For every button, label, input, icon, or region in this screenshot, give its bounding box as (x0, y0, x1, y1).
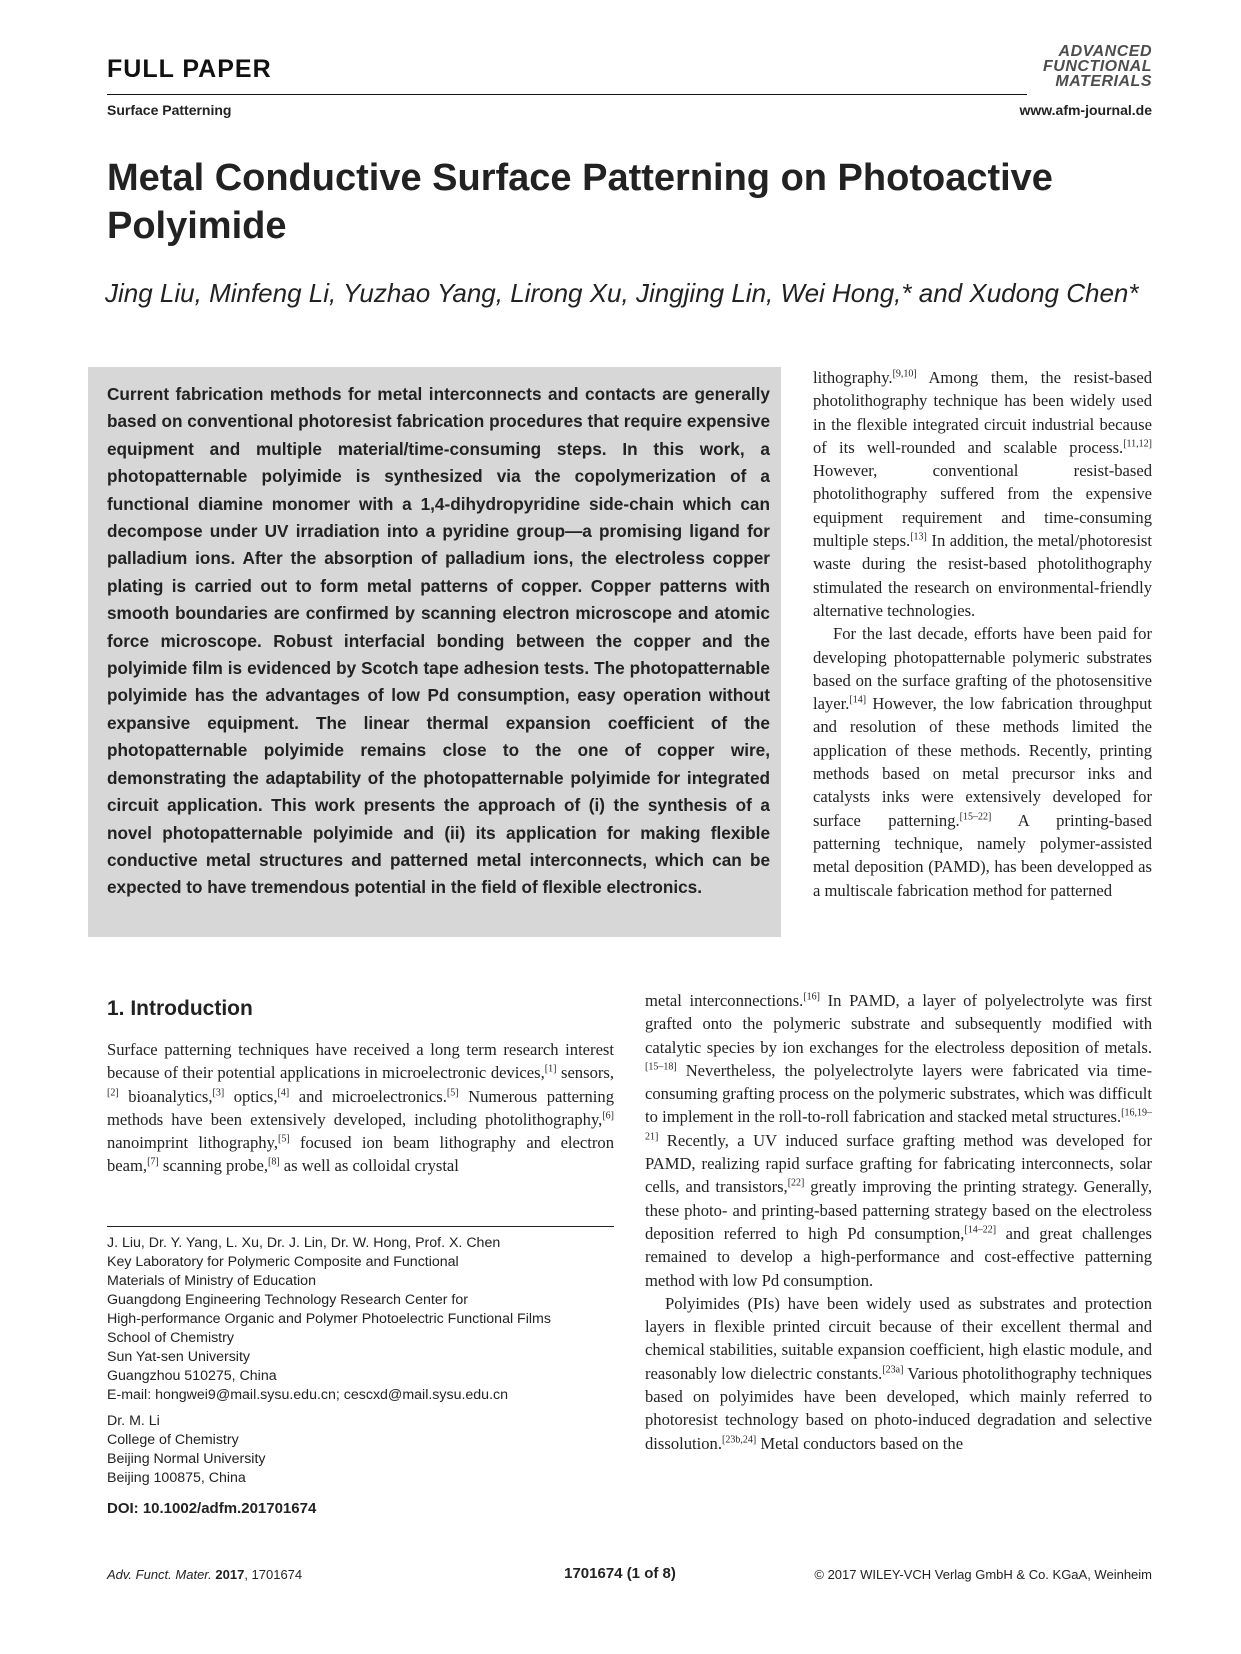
affiliation-line: Sun Yat-sen University (107, 1349, 250, 1365)
journal-logo (1020, 44, 1152, 89)
footer-year: 2017 (215, 1567, 245, 1582)
citation-ref[interactable]: [14–22] (964, 1224, 997, 1236)
citation-ref[interactable]: [2] (107, 1087, 119, 1099)
paragraph: metal interconnections.[16] In PAMD, a layer of polyelectrolyte was first grafted onto the polymeric substrate and subsequently modified with catalytic species by ion exchanges for the electroless deposition of metals.[15–18] Nevertheless, the polyelectrolyte layers were fabricated via time-consuming grafting process on the polymeric substrates, which was difficult to implement in the roll-to-roll fabrication and stacked metal structures.[16,19–21] Recently, a UV induced surface grafting method was developed for PAMD, realizing rapid surface grafting for fabricating interconnects, solar cells, and transistors,[22] greatly improving the printing strategy. Generally, these photo- and printing-based patterning strategy based on the electroless deposition referred to high Pd consumption,[14–22] and great challenges remained to develop a high-performance and cost-effective patterning method with low Pd consumption. (645, 991, 1152, 1290)
affiliation-line: Beijing Normal University (107, 1451, 266, 1467)
affiliation-line: Key Laboratory for Polymeric Composite and Functional (107, 1254, 459, 1270)
citation-ref[interactable]: [16,19–21] (645, 1107, 1152, 1143)
citation-ref[interactable]: [15–22] (959, 811, 992, 823)
page-number: 1701674 (1 of 8) (564, 1565, 676, 1582)
footer-journal: Adv. Funct. Mater. (107, 1567, 212, 1582)
footer-copyright: © 2017 WILEY-VCH Verlag GmbH & Co. KGaA, Weinheim (814, 1567, 1152, 1582)
affiliation-email[interactable]: E-mail: hongwei9@mail.sysu.edu.cn; cescxd@mail.sysu.edu.cn (107, 1387, 508, 1403)
right-column-bottom (645, 989, 1152, 1455)
affiliation-line: Dr. M. Li (107, 1413, 160, 1429)
citation-ref[interactable]: [6] (602, 1110, 614, 1122)
citation-ref[interactable]: [13] (910, 531, 927, 543)
paragraph: Surface patterning techniques have received a long term research interest because of their potential applications in microelectronic devices,[1] sensors,[2] bioanalytics,[3] optics,[4] and microelectronics.[5] Numerous patterning methods have been extensively developed, including photolithography,[6] nanoimprint lithography,[5] focused ion beam lithography and electron beam,[7] scanning probe,[8] as well as colloidal crystal (107, 1040, 615, 1176)
author-list: Jing Liu, Minfeng Li, Yuzhao Yang, Lirong Xu, Jingjing Lin, Wei Hong,* and Xudong Chen* (105, 278, 1139, 308)
citation-ref[interactable]: [7] (147, 1156, 159, 1168)
affiliation-line: Guangzhou 510275, China (107, 1368, 277, 1384)
abstract-text: Current fabrication methods for metal interconnects and contacts are generally based on conventional photoresist fabrication procedures that require expensive equipment and multiple material/time-consuming steps. In this work, a photopatternable polyimide is synthesized via the copolymerization of a functional diamine monomer with a 1,4-dihydropyridine side-chain which can decompose under UV irradiation into a pyridine group—a promising ligand for palladium ions. After the absorption of palladium ions, the electroless copper plating is carried out to form metal patterns of copper. Copper patterns with smooth boundaries are confirmed by scanning electron microscope and atomic force microscope. Robust interfacial bonding between the copper and the polyimide film is evidenced by Scotch tape adhesion tests. The photopatternable polyimide has the advantages of low Pd consumption, easy operation without expansive equipment. The linear thermal expansion coefficient of the photopatternable polyimide remains close to the one of copper wire, demonstrating the adaptability of the photopatternable polyimide for integrated circuit application. This work presents the approach of (i) the synthesis of a novel photopatternable polyimide and (ii) its application for making flexible conductive metal structures and patterned metal interconnects, which can be expected to have tremendous potential in the field of flexible electronics. (107, 384, 770, 898)
logo-line: MATERIALS (1055, 73, 1152, 90)
footer-article: , 1701674 (244, 1567, 303, 1582)
affiliation-line: Beijing 100875, China (107, 1470, 246, 1486)
citation-ref[interactable]: [23a] (882, 1364, 904, 1376)
citation-ref[interactable]: [16] (803, 991, 820, 1003)
citation-ref[interactable]: [8] (267, 1156, 280, 1168)
logo-line: ADVANCED (1058, 43, 1152, 60)
paragraph: Polyimides (PIs) have been widely used as substrates and protection layers in flexible printed circuit because of their excellent thermal and chemical stabilities, suitable expansion coefficient, high elastic module, and reasonably low dielectric constants.[23a] Various photolithography techniques based on polyimides have been developed, which mainly referred to photoresist technology based on photo-induced degradation and selective dissolution.[23b,24] Metal conductors based on the (645, 1293, 1152, 1453)
paragraph: lithography.[9,10] Among them, the resist-based photolithography technique has been widely used in the flexible integrated circuit industrial because of its well-rounded and scalable process.[11,12] However, conventional resist-based photolithography suffered from the expensive equipment requirement and time-consuming multiple steps.[13] In addition, the metal/photoresist waste during the resist-based photolithography stimulated the research on environmental-friendly alternative technologies. (813, 368, 1153, 620)
section-heading-introduction: 1. Introduction (107, 997, 253, 1020)
citation-ref[interactable]: [14] (849, 694, 867, 706)
citation-ref[interactable]: [4] (277, 1087, 290, 1099)
affiliation-line: School of Chemistry (107, 1330, 234, 1346)
citation-ref[interactable]: [11,12] (1123, 438, 1152, 450)
citation-ref[interactable]: [5] (446, 1087, 459, 1099)
affiliation-line: High-performance Organic and Polymer Photoelectric Functional Films (107, 1311, 551, 1327)
doi-link[interactable]: DOI: 10.1002/adfm.201701674 (107, 1500, 317, 1517)
citation-ref[interactable]: [3] (212, 1087, 225, 1099)
citation-ref[interactable]: [9,10] (892, 368, 917, 380)
affiliation-line: Materials of Ministry of Education (107, 1273, 316, 1289)
footer-citation (107, 1567, 302, 1582)
footnote-rule (107, 1226, 614, 1227)
section-label: Surface Patterning (107, 102, 232, 118)
affiliation-line: Guangdong Engineering Technology Research Center for (107, 1292, 468, 1308)
affiliation-gap (107, 1405, 647, 1412)
citation-ref[interactable]: [1] (544, 1063, 557, 1075)
header-label: FULL PAPER (107, 55, 272, 83)
citation-ref[interactable]: [22] (787, 1177, 805, 1189)
citation-ref[interactable]: [5] (277, 1133, 290, 1145)
citation-ref[interactable]: [15–18] (645, 1061, 677, 1073)
header-rule (107, 94, 1027, 95)
right-column-top (813, 366, 1152, 902)
paragraph: For the last decade, efforts have been paid for developing photopatternable polymeric substrates based on the surface grafting of the photosensitive layer.[14] However, the low fabrication throughput and resolution of these methods limited the application of these methods. Recently, printing methods based on metal precursor inks and catalysts inks were extensively developed for surface patterning.[15–22] A printing-based patterning technique, namely polymer-assisted metal deposition (PAMD), has been developped as a multiscale fabrication method for patterned (813, 624, 1152, 900)
logo-line: FUNCTIONAL (1043, 58, 1152, 75)
affiliation-line: College of Chemistry (107, 1432, 239, 1448)
citation-ref[interactable]: [23b,24] (722, 1434, 757, 1446)
affiliations (107, 1234, 647, 1488)
affiliation-line: J. Liu, Dr. Y. Yang, L. Xu, Dr. J. Lin, Dr. W. Hong, Prof. X. Chen (107, 1235, 501, 1251)
journal-url[interactable]: www.afm-journal.de (1019, 102, 1152, 118)
introduction-text (107, 1038, 614, 1178)
paper-title: Metal Conductive Surface Patterning on Photoactive Polyimide (107, 157, 1053, 247)
